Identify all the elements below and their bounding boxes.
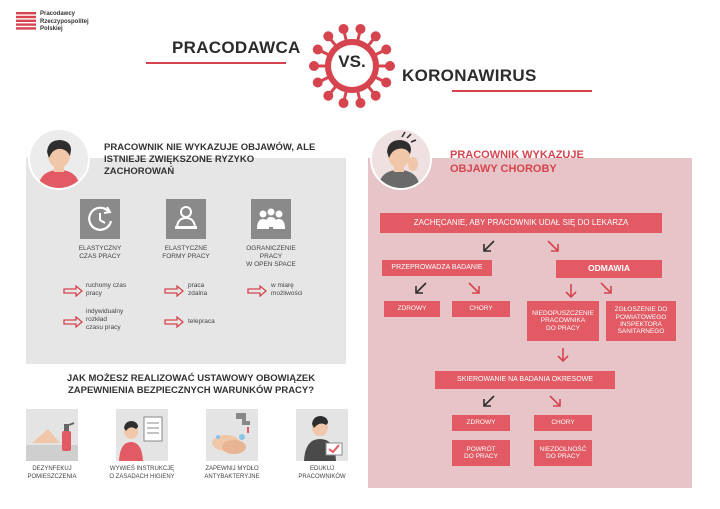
- label-line: EDUKUJ: [309, 466, 334, 472]
- label-line: FORMY PRACY: [162, 253, 210, 260]
- virus-spike-tip: [372, 33, 379, 40]
- flow-report-inspector: [606, 301, 676, 341]
- down-right-arrow-icon: [547, 393, 565, 411]
- sub-line: w miarę: [271, 282, 294, 289]
- flag-logo-icon: [16, 12, 36, 30]
- soap-label: [190, 466, 274, 481]
- label-line: PRACY: [259, 253, 283, 260]
- group-people-icon: [251, 199, 291, 239]
- flexible-time-box: [80, 199, 120, 239]
- virus-spike-tip: [383, 46, 390, 53]
- training-checkmark-icon: [296, 409, 348, 461]
- instructions-box: [116, 409, 168, 461]
- clock-arrow-icon: [80, 199, 120, 239]
- label-line: ELASTYCZNE: [164, 245, 208, 252]
- disinfect-spray-icon: [26, 409, 78, 461]
- sub-item-flexible-hours: [86, 282, 126, 298]
- sub-line: indywidualny: [86, 308, 124, 315]
- label-line: CZAS PRACY: [79, 253, 121, 260]
- flexible-forms-box: [166, 199, 206, 239]
- logo-line-2: Rzeczypospolitej: [40, 18, 89, 25]
- sub-line: czasu pracy: [86, 324, 121, 331]
- healthy-worker-avatar: [28, 128, 90, 190]
- sub-line: telepraca: [188, 318, 215, 325]
- box-line: INSPEKTORA: [620, 321, 662, 328]
- label-line: PRACOWNIKÓW: [298, 473, 346, 480]
- instructions-label: [100, 466, 184, 481]
- title-underline-right: [452, 90, 592, 92]
- logo-line-1: Pracodawcy: [40, 11, 76, 17]
- flow-sick-2: CHORY: [534, 415, 592, 431]
- sub-line: ruchomy czas: [86, 282, 127, 289]
- virus-spike-tip: [340, 25, 347, 32]
- box-line: POWIATOWEGO: [615, 313, 667, 321]
- box-line: NIEDOPUSZCZENIE: [532, 309, 594, 317]
- flow-not-allowed: [527, 301, 599, 341]
- virus-spike-tip: [383, 79, 390, 86]
- right-arrow-icon: [63, 285, 83, 297]
- down-left-arrow-icon: [411, 280, 429, 298]
- down-arrow-icon: [562, 282, 580, 300]
- flexible-forms-label: [146, 245, 226, 261]
- training-box: [296, 409, 348, 461]
- box-line: PRACOWNIKA: [540, 317, 586, 325]
- virus-spike-tip: [372, 92, 379, 99]
- virus-spike-tip: [357, 100, 364, 107]
- right-arrow-icon: [164, 316, 184, 328]
- label-line: OGRANICZENIE: [246, 245, 296, 252]
- sub-line: praca: [188, 282, 205, 289]
- sub-item-remote-work: [188, 282, 207, 298]
- label-line: ANTYBAKTERYJNE: [204, 473, 260, 480]
- virus-spike-tip: [314, 46, 321, 53]
- label-line: ZAPEWNIJ MYDŁO: [205, 466, 259, 472]
- box-line: POWRÓT: [466, 445, 496, 453]
- flexible-time-label: [60, 245, 140, 261]
- symptoms-heading: [450, 148, 650, 176]
- virus-spike-tip: [325, 92, 332, 99]
- flow-return-to-work: [452, 440, 510, 466]
- disinfect-box: [26, 409, 78, 461]
- label-line: O ZASADACH HIGIENY: [109, 473, 175, 480]
- title-coronavirus: KORONAWIRUS: [402, 66, 537, 85]
- flow-incapacity: [534, 440, 592, 466]
- logo-text: [40, 11, 89, 34]
- flow-refuses: ODMAWIA: [556, 260, 662, 278]
- heading-line: OBJAWY CHOROBY: [450, 163, 557, 175]
- flow-healthy: ZDROWY: [384, 301, 440, 317]
- right-arrow-icon: [63, 316, 83, 328]
- training-label: [280, 466, 364, 481]
- virus-spike-tip: [311, 63, 318, 70]
- sub-line: możliwości: [271, 290, 303, 297]
- flow-exam: PRZEPROWADZA BADANIE: [382, 260, 492, 276]
- disinfect-label: [10, 466, 94, 481]
- label-line: POMIESZCZENIA: [27, 473, 77, 480]
- flow-encourage-doctor: ZACHĘCANIE, ABY PRACOWNIK UDAŁ SIĘ DO LEKARZA: [380, 213, 662, 233]
- virus-spike-tip: [314, 79, 321, 86]
- box-line: DO PRACY: [464, 453, 498, 460]
- virus-spike-tip: [340, 100, 347, 107]
- flow-healthy-2: ZDROWY: [452, 415, 510, 431]
- heading-line: JAK MOŻESZ REALIZOWAĆ USTAWOWY OBOWIĄZEK: [66, 373, 316, 384]
- label-line: ELASTYCZNY: [78, 245, 122, 252]
- label-line: DEZYNFEKUJ: [32, 466, 72, 472]
- down-left-arrow-icon: [479, 393, 497, 411]
- flow-sick: CHORY: [452, 301, 510, 317]
- virus-spike-tip: [387, 63, 394, 70]
- open-space-box: [251, 199, 291, 239]
- box-line: DO PRACY: [546, 324, 580, 332]
- flow-periodic-exam: SKIEROWANIE NA BADANIA OKRESOWE: [435, 371, 615, 389]
- vs-label: VS.: [338, 52, 366, 71]
- sub-item-individual-schedule: [86, 308, 123, 332]
- box-line: DO PRACY: [546, 453, 580, 460]
- sub-line: zdalna: [188, 290, 208, 297]
- worker-icon: [30, 130, 88, 188]
- sub-line: pracy: [86, 290, 102, 297]
- down-right-arrow-icon: [545, 238, 563, 256]
- logo-line-3: Polskiej: [40, 26, 63, 32]
- logo: [16, 10, 106, 36]
- label-line: W OPEN SPACE: [246, 261, 296, 268]
- sub-item-telework: [188, 318, 215, 326]
- down-right-arrow-icon: [466, 280, 484, 298]
- virus-spike-tip: [325, 33, 332, 40]
- right-arrow-icon: [247, 285, 267, 297]
- heading-line: ZAPEWNIENIA BEZPIECZNYCH WARUNKÓW PRACY?: [67, 385, 315, 396]
- person-laptop-icon: [166, 199, 206, 239]
- box-line: SANITARNEGO: [617, 328, 665, 336]
- title-employer: PRACODAWCA: [172, 38, 301, 57]
- sub-line: rozkład: [86, 316, 107, 323]
- down-arrow-icon: [554, 346, 572, 364]
- virus-spike-tip: [357, 25, 364, 32]
- box-line: ZGŁOSZENIE DO: [614, 306, 668, 314]
- down-left-arrow-icon: [479, 238, 497, 256]
- sick-worker-avatar: [370, 128, 432, 190]
- safety-obligation-heading: [56, 373, 326, 397]
- right-arrow-icon: [164, 285, 184, 297]
- open-space-label: [231, 245, 311, 269]
- hand-washing-icon: [206, 409, 258, 461]
- sub-item-where-possible: [271, 282, 302, 298]
- heading-line: PRACOWNIK WYKAZUJE: [450, 149, 584, 161]
- box-line: NIEZDOLNOŚĆ: [539, 445, 587, 453]
- down-right-arrow-icon: [598, 280, 616, 298]
- title-underline-left: [146, 62, 286, 64]
- label-line: WYWIEŚ INSTRUKCJĘ: [109, 466, 175, 472]
- hygiene-instructions-icon: [116, 409, 168, 461]
- soap-box: [206, 409, 258, 461]
- no-symptoms-heading: PRACOWNIK NIE WYKAZUJE OBJAWÓW, ALE ISTNIEJE ZWIĘKSZONE RYZYKO ZACHOROWAŃ: [104, 142, 316, 177]
- coughing-worker-icon: [372, 130, 430, 188]
